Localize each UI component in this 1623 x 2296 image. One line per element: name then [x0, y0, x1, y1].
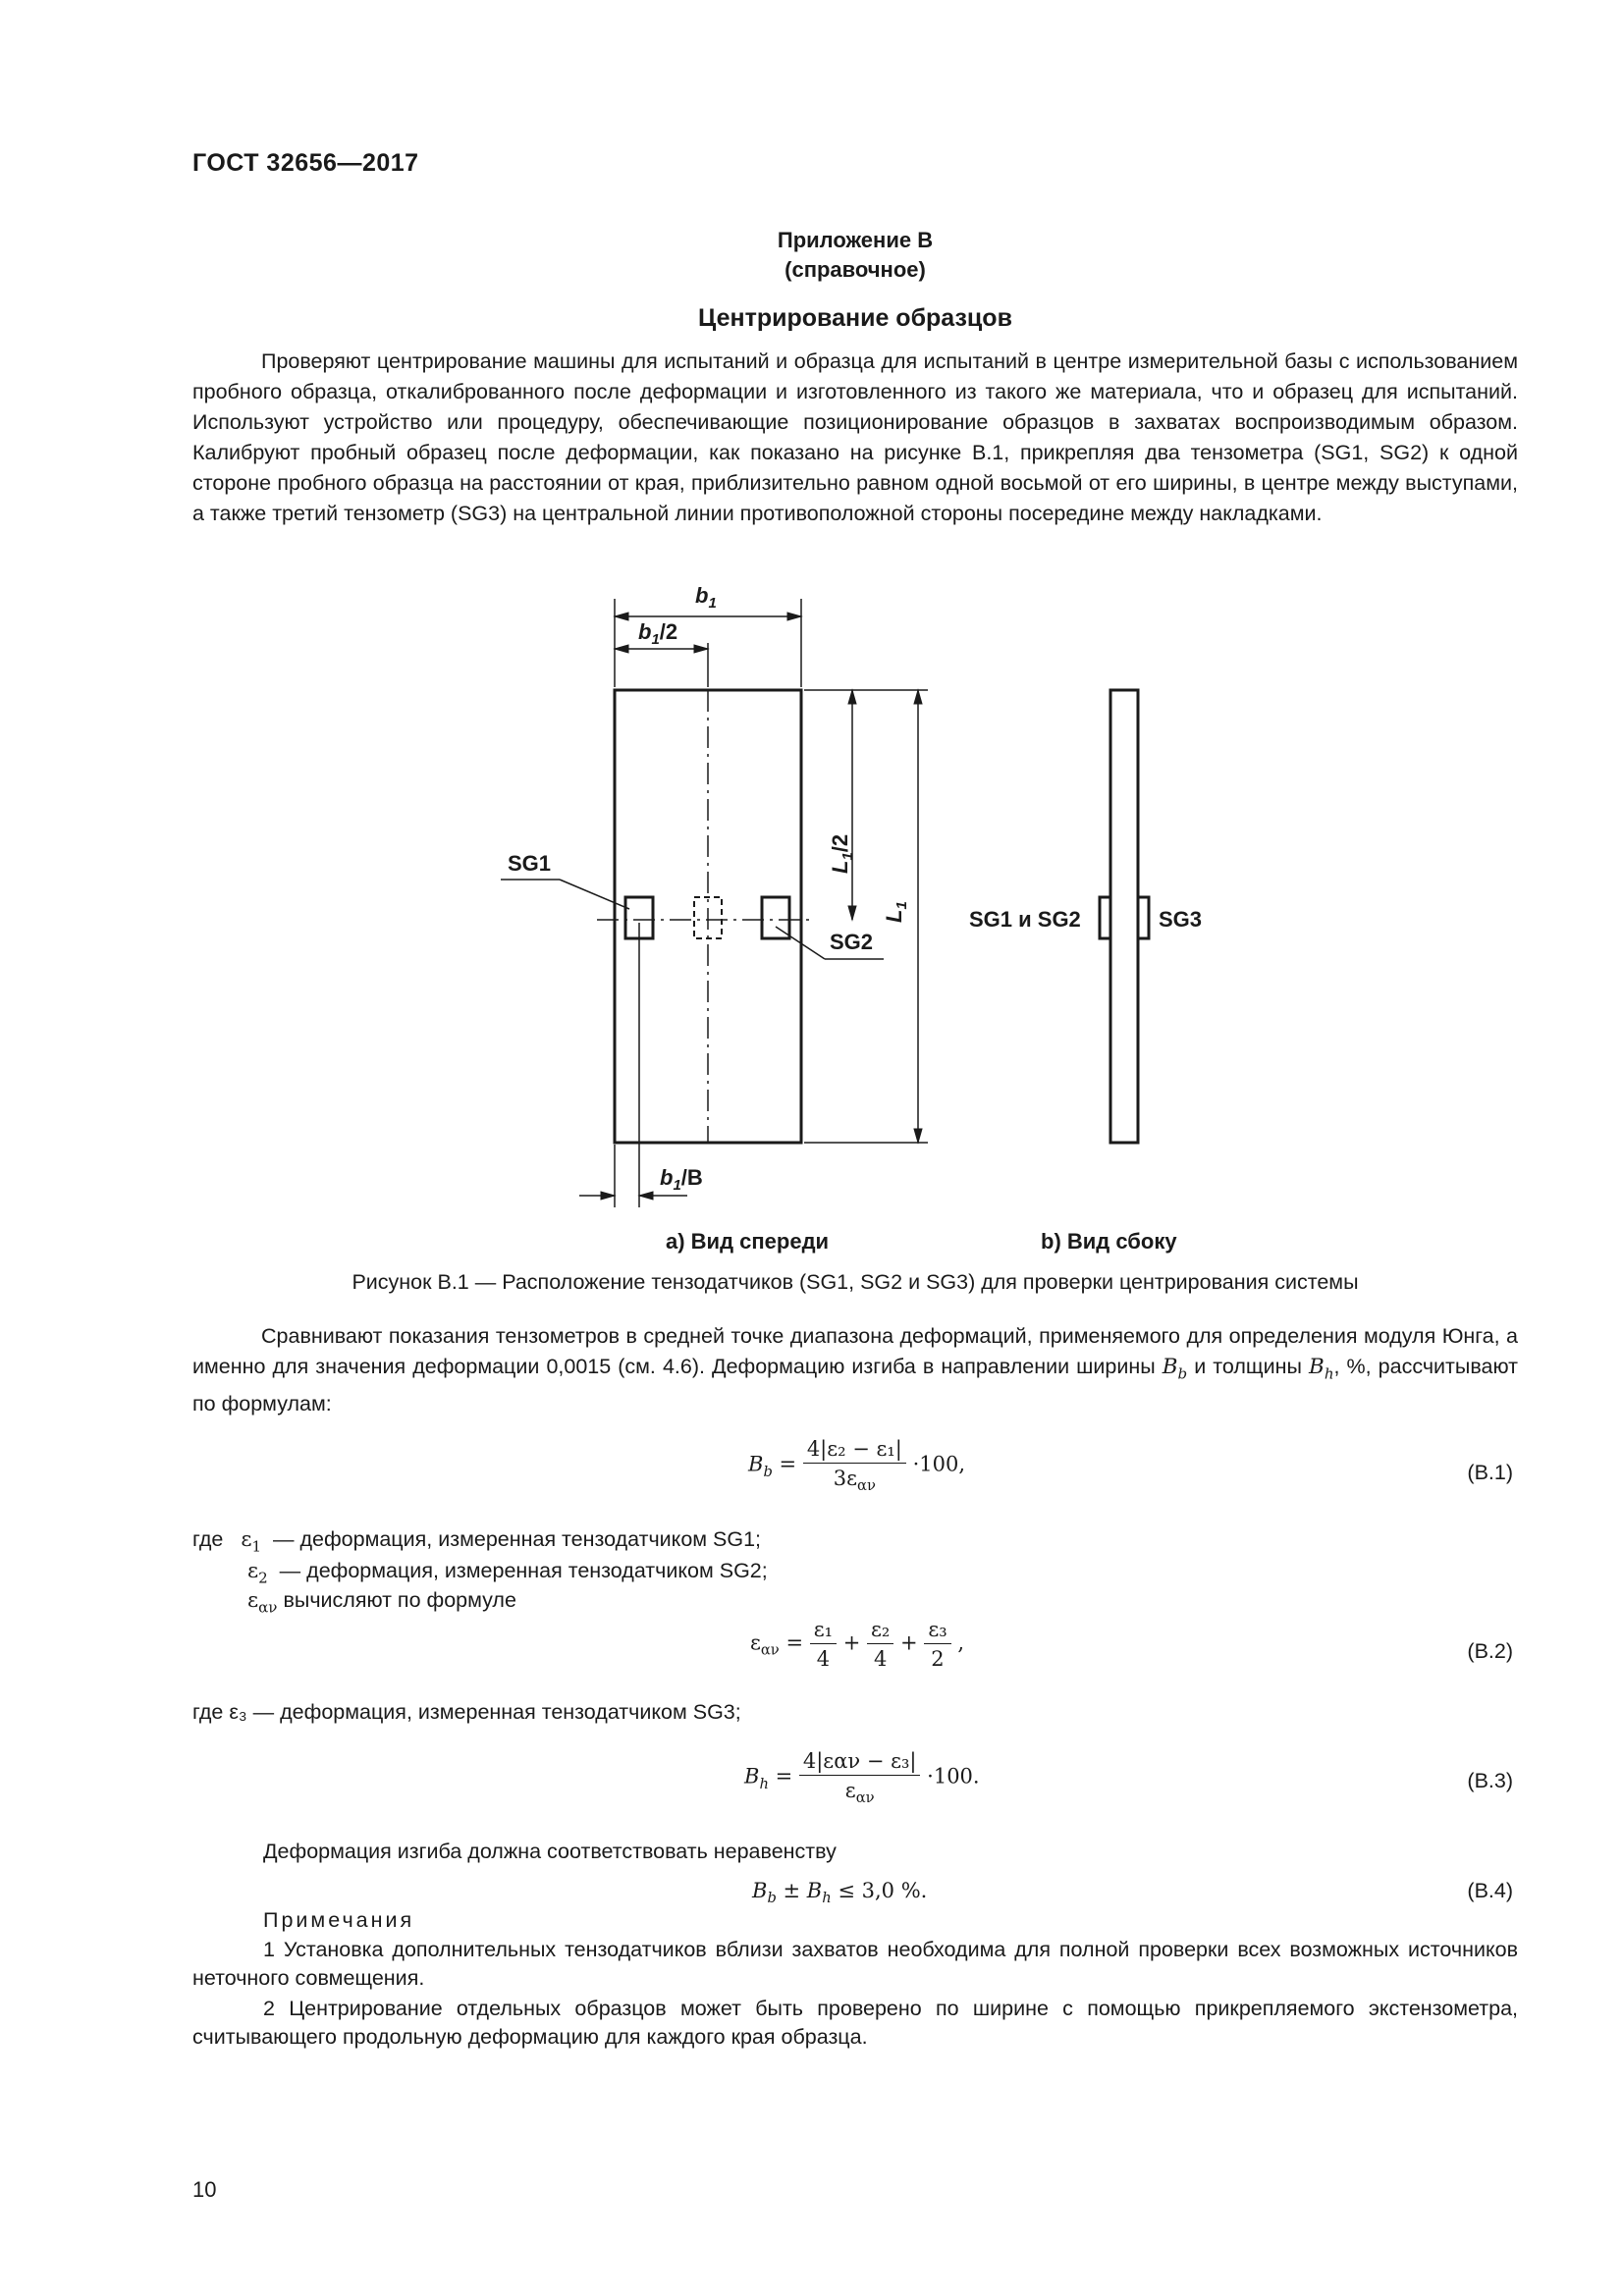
- intro-text: Проверяют центрирование машины для испытаний и образца для испытаний в центре измерительной базы с использованием пробного образца, откалиброванного после деформации и изготовленного из такого же материала, что и образец для испытаний. Используют устройство или процедуру, обеспечивающие позиционирование образцов в захватах воспроизводимым образом. Калибруют пробный образец после деформации, как показано на рисунке В.1, прикрепляя два тензометра (SG1, SG2) к одной стороне пробного образца на расстоянии от края, приблизительно равном одной восьмой от его ширины, в центре между выступами, а также третий тензометр (SG3) на центральной линии противоположной стороны посередине между накладками.: [192, 349, 1518, 525]
- equation-b4: $B_b \pm B_h \le 3,0$ %.: [752, 1879, 928, 1907]
- side-gauge-left: [1100, 897, 1110, 938]
- where-e2: $\varepsilon_2$ — деформация, измеренная тензодатчиком SG2;: [247, 1559, 768, 1587]
- inequality-intro: Деформация изгиба должна соответствовать неравенству: [263, 1840, 837, 1863]
- label-sg2: SG2: [830, 930, 874, 954]
- view-b-label: b) Вид сбоку: [1041, 1229, 1177, 1254]
- where-e1: где $\varepsilon_1$ — деформация, измеренная тензодатчиком SG1;: [192, 1527, 762, 1556]
- section-title: Центрирование образцов: [698, 304, 1012, 332]
- notes-heading: Примечания: [263, 1908, 415, 1932]
- eq-number-b1: (В.1): [1467, 1461, 1513, 1484]
- view-a-label: a) Вид спереди: [666, 1229, 830, 1254]
- equation-b1: $B_b$ = $\frac{\text{4|ε₂ − ε₁|}}{3\varepsilon_{\alpha\nu}}$ ·100,: [748, 1437, 965, 1495]
- note-2: 2 Центрирование отдельных образцов может быть проверено по ширине с помощью прикрепляемого экстензометра, считывающего продольную деформацию для каждого края образца.: [192, 1997, 1518, 2049]
- appendix-kind: (справочное): [784, 257, 926, 282]
- label-b1: $b_1$: [695, 583, 717, 612]
- appendix-title: Приложение В: [777, 228, 934, 252]
- paragraph-2: Сравнивают показания тензометров в средней точке диапазона деформаций, применяемого для определения модуля Юнга, а именно для значения деформации 0,0015 (см. 4.6). Деформацию изгиба в направлении ширины $B_b$ и толщины $B_h$, %, рассчитывают по формулам:: [192, 1324, 1518, 1416]
- document-header: ГОСТ 32656—2017: [192, 149, 419, 177]
- eq-number-b4: (В.4): [1467, 1879, 1513, 1902]
- label-b1-8: $b_1/В$: [660, 1165, 703, 1194]
- equation-b2: $\varepsilon_{\alpha\nu}$ = $\frac{\text{ε₁}}{4}$ + $\frac{\text{ε₂}}{4}$ + $\frac{\text{ε₃}}{2}$ ,: [750, 1618, 964, 1671]
- side-plate: [1110, 690, 1138, 1143]
- side-gauge-right: [1138, 897, 1149, 938]
- label-sg1-sg2: SG1 и SG2: [969, 907, 1081, 932]
- page-number: 10: [192, 2177, 217, 2202]
- figure-caption: Рисунок В.1 — Расположение тензодатчиков (SG1, SG2 и SG3) для проверки центрирования системы: [352, 1270, 1359, 1294]
- label-sg3: SG3: [1159, 907, 1203, 932]
- label-sg1: SG1: [508, 851, 552, 876]
- eq-number-b3: (В.3): [1467, 1769, 1513, 1792]
- label-L1-half: $L_1/2$: [828, 833, 856, 874]
- equation-b3: $B_h$ = $\frac{\text{4|εαν − ε₃|}}{\varepsilon_{\alpha\nu}}$ ·100.: [744, 1749, 980, 1807]
- label-L1: $L_1$: [882, 901, 910, 923]
- where-e3: где ε₃ — деформация, измеренная тензодатчиком SG3;: [192, 1700, 741, 1724]
- label-b1-half: $b_1/2$: [638, 619, 678, 648]
- eq-number-b2: (В.2): [1467, 1639, 1513, 1663]
- where-eav: $\varepsilon_{\alpha\nu}$ вычисляют по формуле: [247, 1588, 516, 1617]
- note-1: 1 Установка дополнительных тензодатчиков вблизи захватов необходима для полной проверки всех возможных источников неточного совмещения.: [192, 1938, 1518, 1990]
